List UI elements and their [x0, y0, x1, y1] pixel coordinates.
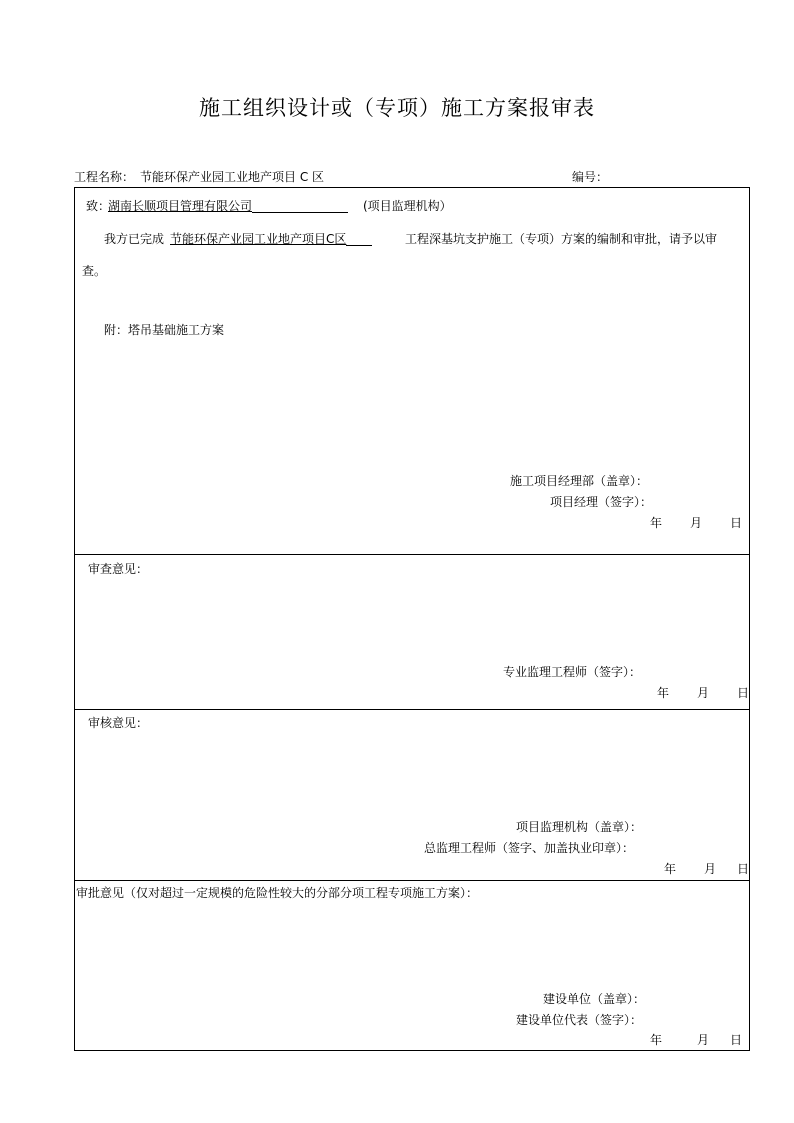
review-label: 审查意见：: [88, 562, 149, 576]
form-frame: [74, 187, 750, 1051]
supervisor-org: [108, 199, 348, 213]
sign-rep: 建设单位代表（签字）：: [516, 1013, 643, 1027]
date-month: 月: [697, 686, 710, 700]
to-label: 致：: [86, 199, 111, 213]
sign-chief: 总监理工程师（签字、加盖执业印章）：: [424, 841, 635, 855]
date-day: 日: [730, 516, 743, 530]
sign-dept: 施工项目经理部（盖章）：: [510, 474, 649, 488]
sign-engineer: 专业监理工程师（签字）：: [503, 665, 642, 679]
sign-unit: 建设单位（盖章）：: [543, 992, 646, 1006]
page-title: 施工组织设计或（专项）施工方案报审表: [199, 96, 595, 120]
supervisor-org-name: 湖南长顺项目管理有限公司: [108, 199, 253, 213]
date-day: 日: [730, 1033, 743, 1047]
body-project: [170, 232, 372, 246]
section-divider: [74, 554, 750, 555]
date-month: 月: [704, 862, 717, 876]
audit-label: 审核意见：: [88, 716, 149, 730]
date-month: 月: [697, 1033, 710, 1047]
date-day: 日: [737, 862, 750, 876]
date-month: 月: [690, 516, 703, 530]
body-suffix: 工程深基坑支护施工（专项）方案的编制和审批，请予以审: [405, 232, 718, 246]
sign-manager: 项目经理（签字）：: [550, 495, 653, 509]
body-prefix: 我方已完成: [104, 232, 165, 246]
project-name: 节能环保产业园工业地产项目 C 区: [140, 170, 325, 184]
project-label: 工程名称：: [74, 170, 135, 184]
attachment: 附：塔吊基础施工方案: [104, 323, 225, 337]
date-year: 年: [664, 862, 677, 876]
underline-fill: [252, 200, 348, 213]
date-year: 年: [657, 686, 670, 700]
section-divider: [74, 709, 750, 710]
section-divider: [74, 880, 750, 881]
date-year: 年: [650, 1033, 663, 1047]
body-end: 查。: [82, 264, 107, 278]
body-project-name: 节能环保产业园工业地产项目C区: [170, 232, 347, 246]
sign-org: 项目监理机构（盖章）：: [516, 820, 643, 834]
date-year: 年: [650, 516, 663, 530]
number-label: 编号：: [572, 170, 609, 184]
approval-label: 审批意见（仅对超过一定规模的危险性较大的分部分项工程专项施工方案）：: [76, 886, 479, 900]
date-day: 日: [737, 686, 750, 700]
underline-fill: [346, 233, 372, 246]
supervisor-suffix: (项目监理机构）: [363, 199, 452, 213]
